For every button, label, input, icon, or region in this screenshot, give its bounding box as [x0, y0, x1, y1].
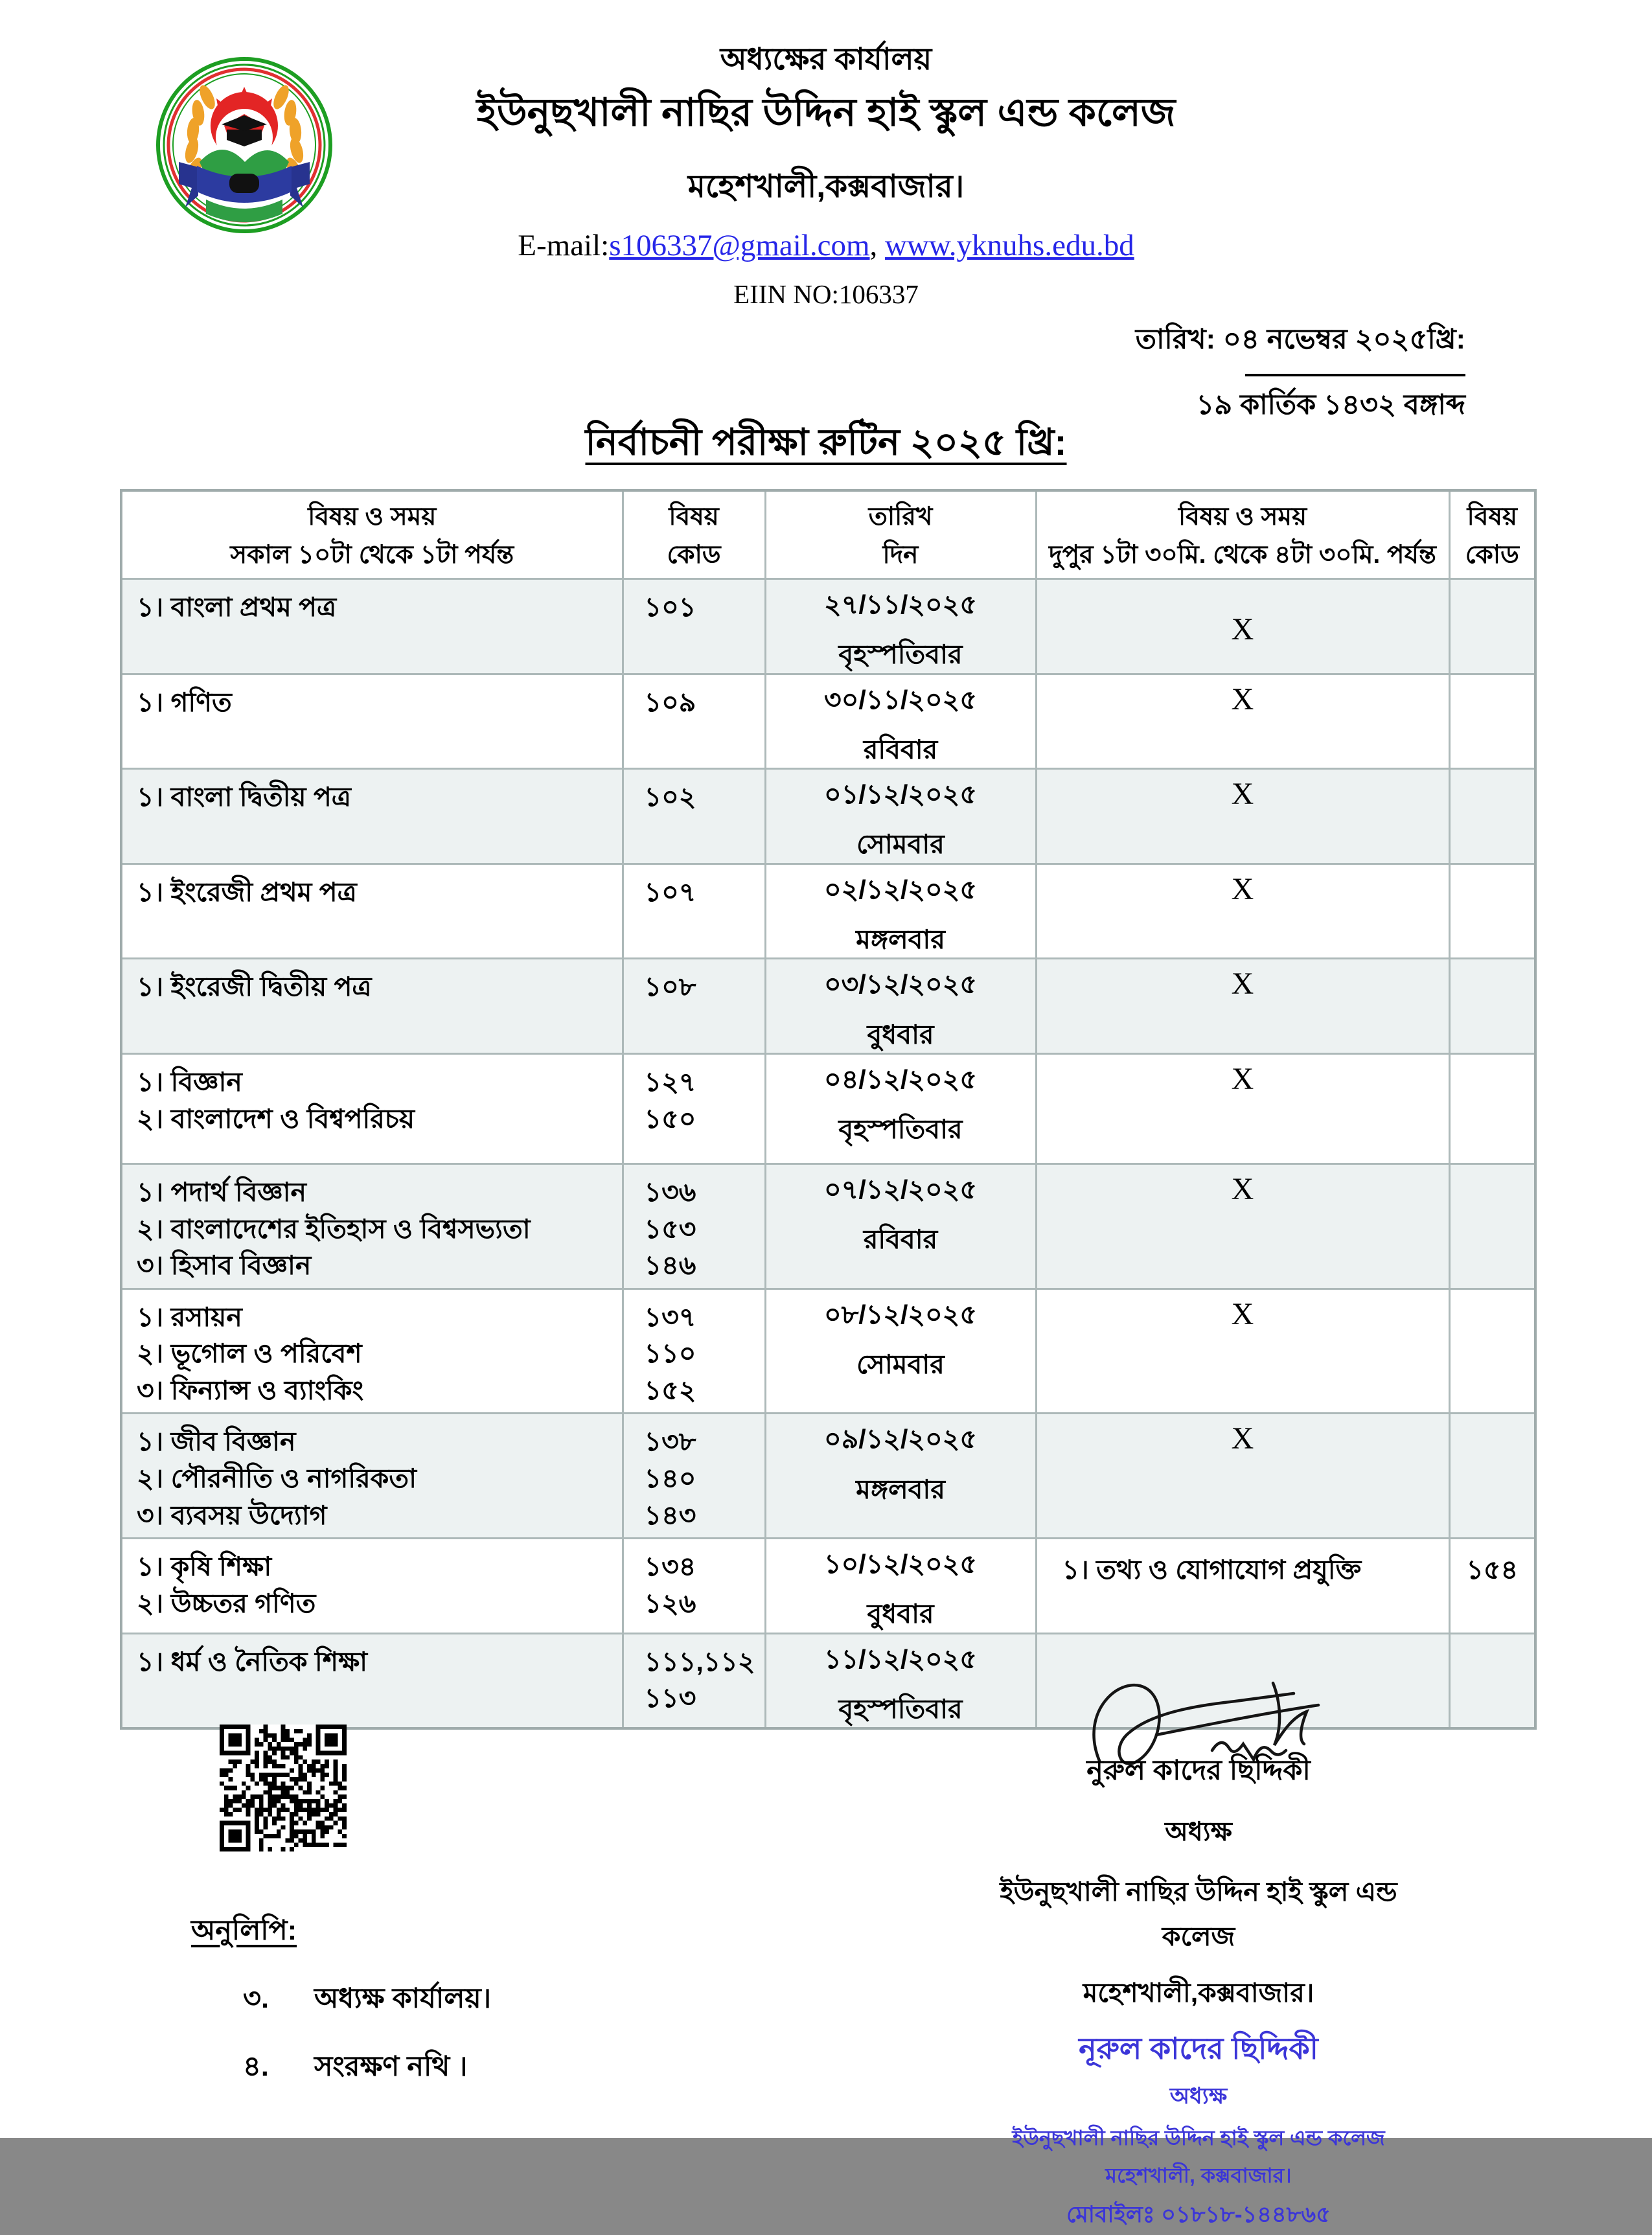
- subject-code-cell: ১০৭: [623, 864, 765, 959]
- table-row: [121, 864, 1535, 959]
- exam-table-body: [121, 579, 1535, 1729]
- table-row: [121, 579, 1535, 674]
- date-day-cell: ০৪/১২/২০২৫ বৃহস্পতিবার: [765, 1053, 1036, 1163]
- stamp-address: মহেশখালী, কক্সবাজার।: [1105, 2164, 1292, 2187]
- morning-subject-cell: ১। গণিত: [121, 674, 623, 769]
- table-row: [121, 769, 1535, 864]
- copy-item-number: ৩.: [243, 1983, 269, 2014]
- date-day-cell: ১১/১২/২০২৫ বৃহস্পতিবার: [765, 1633, 1036, 1728]
- afternoon-subject-cell: X: [1036, 674, 1449, 769]
- morning-subject-cell: ১। পদার্থ বিজ্ঞান ২। বাংলাদেশের ইতিহাস ও বিশ্বসভ্যতা ৩। হিসাব বিজ্ঞান: [121, 1163, 623, 1289]
- table-row: [121, 1289, 1535, 1414]
- afternoon-subject-cell: X: [1036, 959, 1449, 1054]
- table-row: [121, 1163, 1535, 1289]
- afternoon-code-cell: [1449, 959, 1535, 1054]
- afternoon-subject-cell: X: [1036, 1053, 1449, 1163]
- table-row: [121, 1053, 1535, 1163]
- header-afternoon-subject: বিষয় ও সময় দুপুর ১টা ৩০মি. থেকে ৪টা ৩০মি. পর্যন্ত: [1036, 490, 1449, 579]
- table-row: [121, 1539, 1535, 1634]
- date-divider: [1245, 374, 1465, 376]
- subject-code-cell: ১৩৭ ১১০ ১৫২: [623, 1289, 765, 1414]
- table-header-row: [121, 490, 1535, 579]
- copy-item-number: ৪.: [243, 2051, 269, 2082]
- date-day-cell: ৩০/১১/২০২৫ রবিবার: [765, 674, 1036, 769]
- afternoon-subject-cell: X: [1036, 1414, 1449, 1539]
- morning-subject-cell: ১। কৃষি শিক্ষা ২। উচ্চতর গণিত: [121, 1539, 623, 1634]
- office-line: অধ্যক্ষের কার্যালয়: [720, 41, 932, 76]
- signature-school: ইউনুছখালী নাছির উদ্দিন হাই স্কুল এন্ড কলেজ: [1000, 1877, 1397, 1951]
- afternoon-subject-cell: X: [1036, 1289, 1449, 1414]
- subject-code-cell: ১২৭ ১৫০: [623, 1053, 765, 1163]
- table-row: [121, 674, 1535, 769]
- email-link[interactable]: s106337@gmail.com: [609, 229, 870, 262]
- morning-subject-cell: ১। রসায়ন ২। ভূগোল ও পরিবেশ ৩। ফিন্যান্স ও ব্যাংকিং: [121, 1289, 623, 1414]
- separator: ,: [869, 229, 886, 262]
- subject-code-cell: ১৩৮ ১৪০ ১৪৩: [623, 1414, 765, 1539]
- copy-item-text: সংরক্ষণ নথি ।: [314, 2051, 468, 2082]
- afternoon-code-cell: [1449, 864, 1535, 959]
- header-subject-code: বিষয় কোড: [623, 490, 765, 579]
- date-day-cell: ০৯/১২/২০২৫ মঙ্গলবার: [765, 1414, 1036, 1539]
- afternoon-code-cell: [1449, 1414, 1535, 1539]
- afternoon-subject-cell: X: [1036, 864, 1449, 959]
- morning-subject-cell: ১। বাংলা দ্বিতীয় পত্র: [121, 769, 623, 864]
- subject-code-cell: ১০৮: [623, 959, 765, 1054]
- stamp-title: অধ্যক্ষ: [1169, 2083, 1228, 2109]
- subject-code-cell: ১০৯: [623, 674, 765, 769]
- date-gregorian: তারিখ: ০৪ নভেম্বর ২০২৫খ্রি:: [1135, 324, 1465, 355]
- principal-title: অধ্যক্ষ: [1165, 1817, 1232, 1846]
- afternoon-code-cell: [1449, 769, 1535, 864]
- header-afternoon-code: বিষয় কোড: [1449, 490, 1535, 579]
- principal-stamp: [985, 2026, 1412, 2235]
- morning-subject-cell: ১। ইংরেজী দ্বিতীয় পত্র: [121, 959, 623, 1054]
- page-title: নির্বাচনী পরীক্ষা রুটিন ২০২৫ খ্রি:: [585, 422, 1067, 463]
- date-bengali: ১৯ কার্তিক ১৪৩২ বঙ্গাব্দ: [1196, 389, 1465, 420]
- afternoon-subject-cell: X: [1036, 579, 1449, 674]
- date-day-cell: ০৩/১২/২০২৫ বুধবার: [765, 959, 1036, 1054]
- copies-section: [191, 1910, 491, 2092]
- signature-block: [985, 1665, 1412, 2235]
- header-date-day: তারিখ দিন: [765, 490, 1036, 579]
- subject-code-cell: ১৩৬ ১৫৩ ১৪৬: [623, 1163, 765, 1289]
- date-block: [1136, 319, 1465, 430]
- stamp-school: ইউনুছখালী নাছির উদ্দিন হাই স্কুল এন্ড কলেজ: [1012, 2126, 1385, 2149]
- date-day-cell: ০৭/১২/২০২৫ রবিবার: [765, 1163, 1036, 1289]
- date-day-cell: ১০/১২/২০২৫ বুধবার: [765, 1539, 1036, 1634]
- subject-code-cell: ১০১: [623, 579, 765, 674]
- afternoon-code-cell: [1449, 579, 1535, 674]
- qr-code: [217, 1725, 349, 1851]
- morning-subject-cell: ১। বাংলা প্রথম পত্র: [121, 579, 623, 674]
- header-morning-subject: বিষয় ও সময় সকাল ১০টা থেকে ১টা পর্যন্ত: [121, 490, 623, 579]
- contact-line: [0, 228, 1652, 263]
- afternoon-code-cell: [1449, 674, 1535, 769]
- table-row: [121, 1414, 1535, 1539]
- morning-subject-cell: ১। জীব বিজ্ঞান ২। পৌরনীতি ও নাগরিকতা ৩। ব্যবসয় উদ্যোগ: [121, 1414, 623, 1539]
- date-day-cell: ২৭/১১/২০২৫ বৃহস্পতিবার: [765, 579, 1036, 674]
- afternoon-subject-cell: ১। তথ্য ও যোগাযোগ প্রযুক্তি: [1036, 1539, 1449, 1634]
- date-day-cell: ০৮/১২/২০২৫ সোমবার: [765, 1289, 1036, 1414]
- copies-label: অনুলিপি:: [191, 1915, 297, 1946]
- exam-routine-table: [120, 489, 1537, 1730]
- copy-item: [191, 2046, 491, 2092]
- date-day-cell: ০১/১২/২০২৫ সোমবার: [765, 769, 1036, 864]
- school-address: মহেশখালী,কক্সবাজার।: [687, 169, 965, 204]
- website-link[interactable]: www.yknuhs.edu.bd: [885, 229, 1134, 262]
- principal-name: নুরুল কাদের ছিদ্দিকী: [1086, 1755, 1311, 1786]
- email-label: E-mail:: [518, 229, 610, 262]
- subject-code-cell: ১৩৪ ১২৬: [623, 1539, 765, 1634]
- afternoon-code-cell: [1449, 1633, 1535, 1728]
- afternoon-code-cell: [1449, 1163, 1535, 1289]
- morning-subject-cell: ১। ধর্ম ও নৈতিক শিক্ষা: [121, 1633, 623, 1728]
- copy-item-text: অধ্যক্ষ কার্যালয়।: [314, 1983, 492, 2014]
- school-name: ইউনুছখালী নাছির উদ্দিন হাই স্কুল এন্ড কলেজ: [476, 91, 1176, 134]
- subject-code-cell: ১১১,১১২ ১১৩: [623, 1633, 765, 1728]
- afternoon-code-cell: [1449, 1053, 1535, 1163]
- copy-item: [191, 1978, 491, 2024]
- morning-subject-cell: ১। ইংরেজী প্রথম পত্র: [121, 864, 623, 959]
- stamp-mobile: মোবাইলঃ ০১৮১৮-১৪৪৮৬৫: [1066, 2202, 1331, 2227]
- afternoon-subject-cell: X: [1036, 769, 1449, 864]
- subject-code-cell: ১০২: [623, 769, 765, 864]
- afternoon-code-cell: ১৫৪: [1449, 1539, 1535, 1634]
- signature-address: মহেশখালী,কক্সবাজার।: [1083, 1978, 1314, 2008]
- afternoon-code-cell: [1449, 1289, 1535, 1414]
- stamp-name: নূরুল কাদের ছিদ্দিকী: [1079, 2032, 1318, 2065]
- morning-subject-cell: ১। বিজ্ঞান ২। বাংলাদেশ ও বিশ্বপরিচয়: [121, 1053, 623, 1163]
- table-row: [121, 959, 1535, 1054]
- afternoon-subject-cell: X: [1036, 1163, 1449, 1289]
- date-day-cell: ০২/১২/২০২৫ মঙ্গলবার: [765, 864, 1036, 959]
- eiin-number: EIIN NO:106337: [733, 279, 919, 309]
